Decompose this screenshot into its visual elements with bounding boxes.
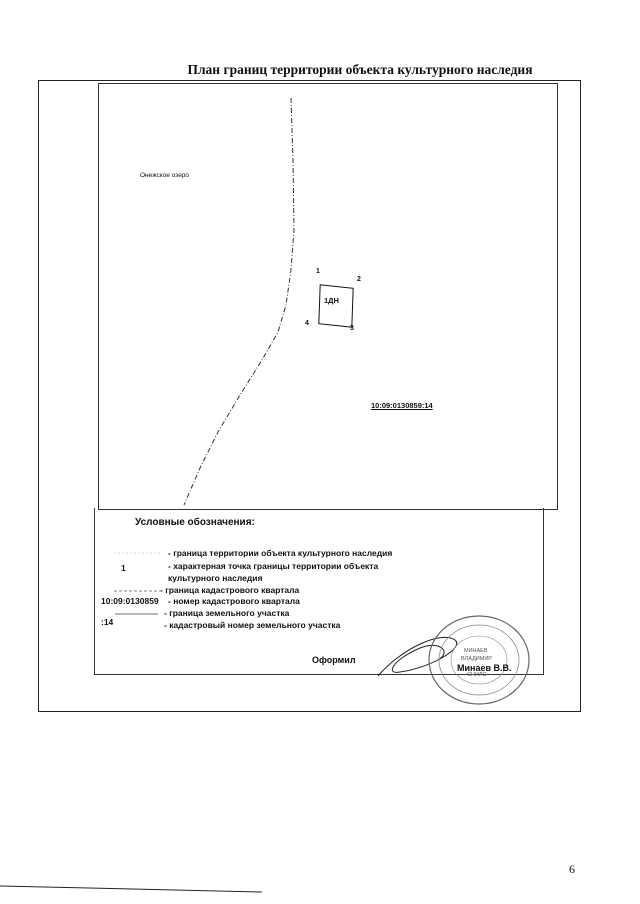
legend-symbol-point: 1 (121, 563, 126, 573)
prepared-by-label: Оформил (312, 655, 356, 665)
legend-title: Условные обозначения: (135, 517, 255, 528)
footer-line (0, 886, 262, 892)
point-3: 3 (350, 325, 354, 332)
svg-text:МИНАЕВ: МИНАЕВ (464, 648, 488, 654)
signer-name: Минаев В.В. (457, 663, 512, 673)
official-seal (424, 610, 534, 710)
lake-label: Онежское озеро (140, 172, 190, 179)
legend-symbol-plot-number: :14 (101, 617, 114, 627)
legend-item-quarter-number: - номер кадастрового квартала (168, 596, 300, 606)
legend-item-plot-number: - кадастровый номер земельного участка (164, 620, 341, 630)
point-1: 1 (316, 268, 320, 275)
svg-text:ВЛАДИМИР: ВЛАДИМИР (461, 656, 492, 662)
building-label: 1ДН (324, 296, 339, 305)
legend-item-boundary-point-cont: культурного наследия (168, 573, 263, 583)
point-4: 4 (305, 320, 309, 327)
building-outline (318, 284, 353, 327)
page-number: 6 (569, 862, 575, 876)
page-title: План границ территории объекта культурного наследия (187, 62, 533, 77)
legend-item-plot-boundary: - граница земельного участка (164, 608, 290, 618)
svg-text:СНИЛС: СНИЛС (467, 672, 487, 678)
cadastral-quarter-label: 10:09:0130859:14 (371, 401, 433, 410)
legend-item-boundary-point: - характерная точка границы территории объекта (168, 561, 379, 571)
shore-line (184, 98, 294, 505)
legend-item-heritage-boundary: - граница территории объекта культурного наследия (168, 548, 393, 558)
point-2: 2 (357, 276, 361, 283)
legend-symbol-quarter-number: 10:09:0130859 (101, 596, 159, 606)
legend-item-quarter-boundary: - граница кадастрового квартала (160, 585, 300, 595)
